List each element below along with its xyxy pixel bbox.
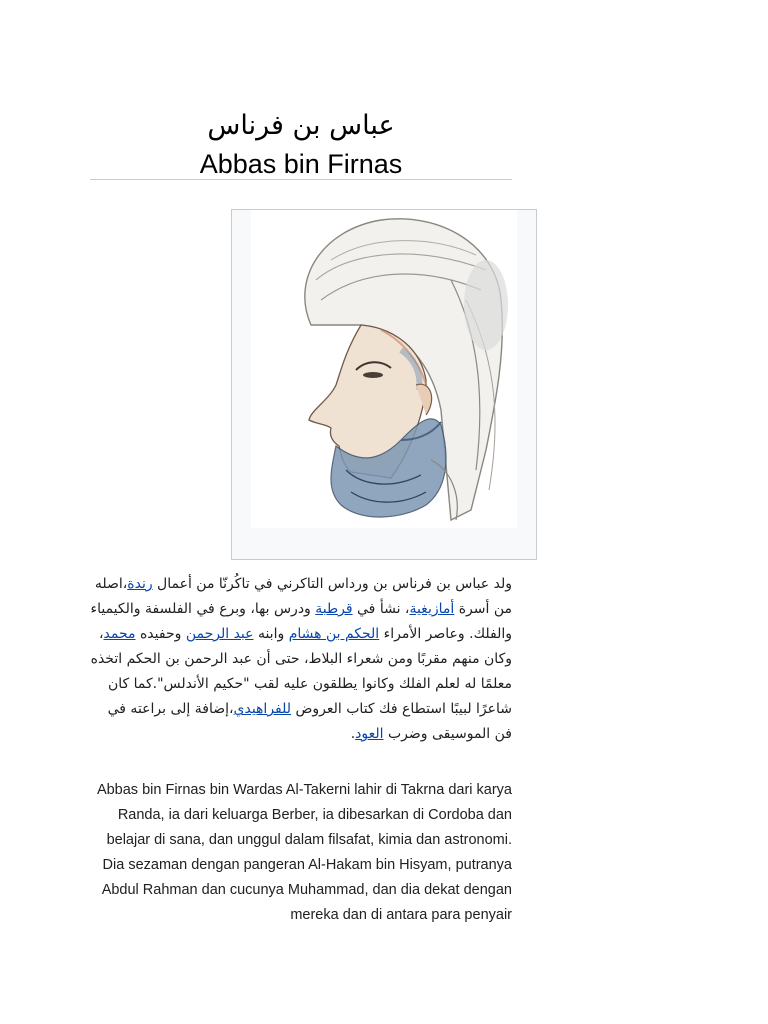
portrait-sketch-icon xyxy=(251,210,517,528)
arabic-text: ،إضافة إلى براعته في فن الموسيقى وضرب xyxy=(107,701,512,742)
link-abd-al-rahman[interactable]: عبد الرحمن xyxy=(185,626,254,642)
indonesian-paragraph: Abbas bin Firnas bin Wardas Al-Takerni lahir di Takrna dari karya Randa, ia dari keluarga Berber, ia dibesarkan di Cordoba dan belajar di sana, dan unggul dalam filsafat, kimia dan astronomi. Dia sezaman dengan pangeran Al-Hakam bin Hisyam, putranya Abdul Rahman dan cucunya Muhammad, dan dia dekat dengan mereka dan di antara para penyair xyxy=(96,782,512,923)
arabic-text: . xyxy=(350,726,356,742)
page-title-english: Abbas bin Firnas xyxy=(199,149,403,179)
arabic-paragraph xyxy=(90,572,512,747)
title-divider xyxy=(90,179,512,180)
arabic-text: ولد عباس بن فرناس بن ورداس التاكرني في تاكُرنّا من أعمال xyxy=(152,576,512,592)
portrait-figure[interactable] xyxy=(231,209,537,560)
link-al-farahidi[interactable]: للفراهيدي xyxy=(233,701,292,717)
link-al-hakam[interactable]: الحكم بن هشام xyxy=(288,626,380,642)
link-muhammad[interactable]: محمد xyxy=(103,626,136,642)
link-cordoba[interactable]: قرطبة xyxy=(315,601,353,617)
arabic-text: ، وكان منهم مقربًا ومن شعراء البلاط، حتى أن عبد الرحمن بن الحكم اتخذه معلمًا له لعلم الفلك وكانوا يطلقون عليه لقب "حكيم الأندلس".كما كان شاعرًا لبيبًا استطاع فك كتاب العروض xyxy=(90,626,512,717)
arabic-text: ، نشأ في xyxy=(352,601,410,617)
link-amazigh[interactable]: أمازيغية xyxy=(409,601,455,617)
page-title-arabic: عباس بن فرناس xyxy=(207,110,395,141)
arabic-text: ،اصله من أسرة xyxy=(94,576,512,617)
arabic-text: وابنه xyxy=(253,626,289,642)
link-ronda[interactable]: رندة xyxy=(127,576,153,592)
arabic-text: وحفيده xyxy=(135,626,186,642)
link-oud[interactable]: العود xyxy=(355,726,384,742)
arabic-text: ودرس بها، وبرع في الفلسفة والكيمياء والفلك. وعاصر الأمراء xyxy=(90,601,512,642)
